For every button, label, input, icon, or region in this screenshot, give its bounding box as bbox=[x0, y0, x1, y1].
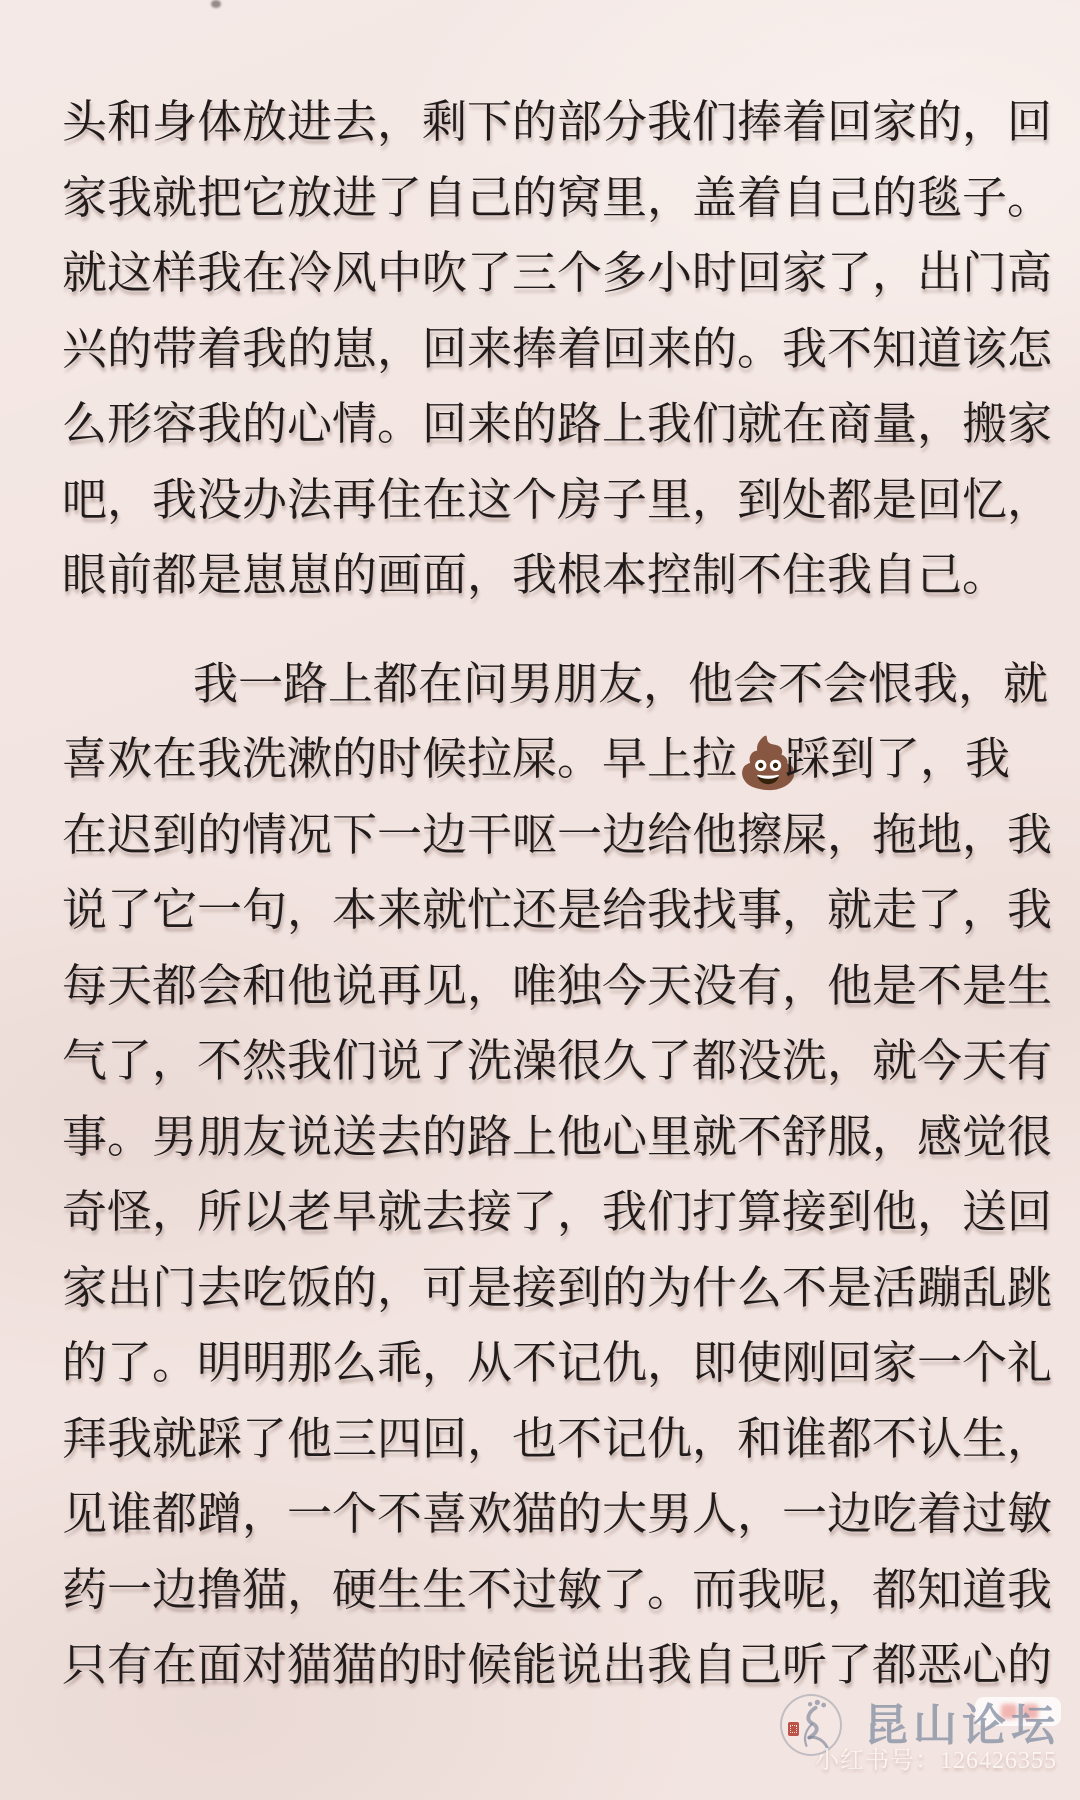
forum-watermark bbox=[778, 1692, 1074, 1780]
text-line: 见谁都蹭，一个不喜欢猫的大男人，一边吃着过敏 bbox=[62, 1489, 1053, 1539]
text-line: 在迟到的情况下一边干呕一边给他擦屎，拖地，我 bbox=[62, 809, 1053, 860]
paper-speck bbox=[211, 0, 221, 8]
text-line: 说了它一句，本来就忙还是给我找事，就走了，我 bbox=[62, 885, 1053, 935]
paragraph-2 bbox=[62, 647, 1054, 1704]
text-line-with-emoji bbox=[62, 722, 1054, 798]
text-line: 吧，我没办法再住在这个房子里，到处都是回忆， bbox=[62, 474, 1053, 525]
text-line: 奇怪，所以老早就去接了，我们打算接到他，送回 bbox=[62, 1187, 1053, 1237]
text-line: 头和身体放进去，剩下的部分我们捧着回家的，回 bbox=[62, 97, 1053, 147]
text-line: 兴的带着我的崽，回来捧着回来的。我不知道该怎 bbox=[62, 323, 1053, 374]
article-body bbox=[62, 85, 1054, 1704]
text-segment: 喜欢在我洗漱的时候拉屎。早上拉 bbox=[62, 734, 738, 784]
text-line: 么形容我的心情。回来的路上我们就在商量，搬家 bbox=[62, 399, 1053, 449]
paragraph-2-rest bbox=[62, 798, 1054, 1704]
text-line: 家我就把它放进了自己的窝里，盖着自己的毯子。 bbox=[62, 172, 1053, 223]
text-segment: 踩到了，我 bbox=[785, 734, 1011, 784]
text-line: 拜我就踩了他三四回，也不记仇，和谁都不认生， bbox=[62, 1413, 1053, 1464]
paragraph-1 bbox=[62, 85, 1054, 614]
xiaohongshu-account-watermark: 小红书号：126426355 bbox=[815, 1748, 1057, 1774]
kunshan-forum-logo-icon bbox=[780, 1694, 842, 1756]
text-line: 只有在面对猫猫的时候能说出我自己听了都恶心的 bbox=[62, 1640, 1053, 1690]
text-line: 我一路上都在问男朋友，他会不会恨我，就 bbox=[193, 658, 1049, 709]
text-line: 气了，不然我们说了洗澡很久了都没洗，就今天有 bbox=[62, 1036, 1053, 1086]
text-line: 事。男朋友说送去的路上他心里就不舒服，感觉很 bbox=[62, 1111, 1053, 1162]
text-line: 就这样我在冷风中吹了三个多小时回家了，出门高 bbox=[62, 248, 1053, 298]
text-line: 家出门去吃饭的，可是接到的为什么不是活蹦乱跳 bbox=[62, 1262, 1053, 1313]
red-seal-icon bbox=[788, 1722, 799, 1736]
text-line: 每天都会和他说再见，唯独今天没有，他是不是生 bbox=[62, 960, 1053, 1011]
text-line: 眼前都是崽崽的画面，我根本控制不住我自己。 bbox=[62, 550, 1008, 600]
text-line: 的了。明明那么乖，从不记仇，即使刚回家一个礼 bbox=[62, 1338, 1053, 1388]
poop-emoji: 💩 bbox=[737, 734, 800, 792]
text-line: 药一边撸猫，硬生生不过敏了。而我呢，都知道我 bbox=[62, 1564, 1053, 1615]
forum-name-watermark: 昆山论坛 bbox=[864, 1701, 1060, 1750]
